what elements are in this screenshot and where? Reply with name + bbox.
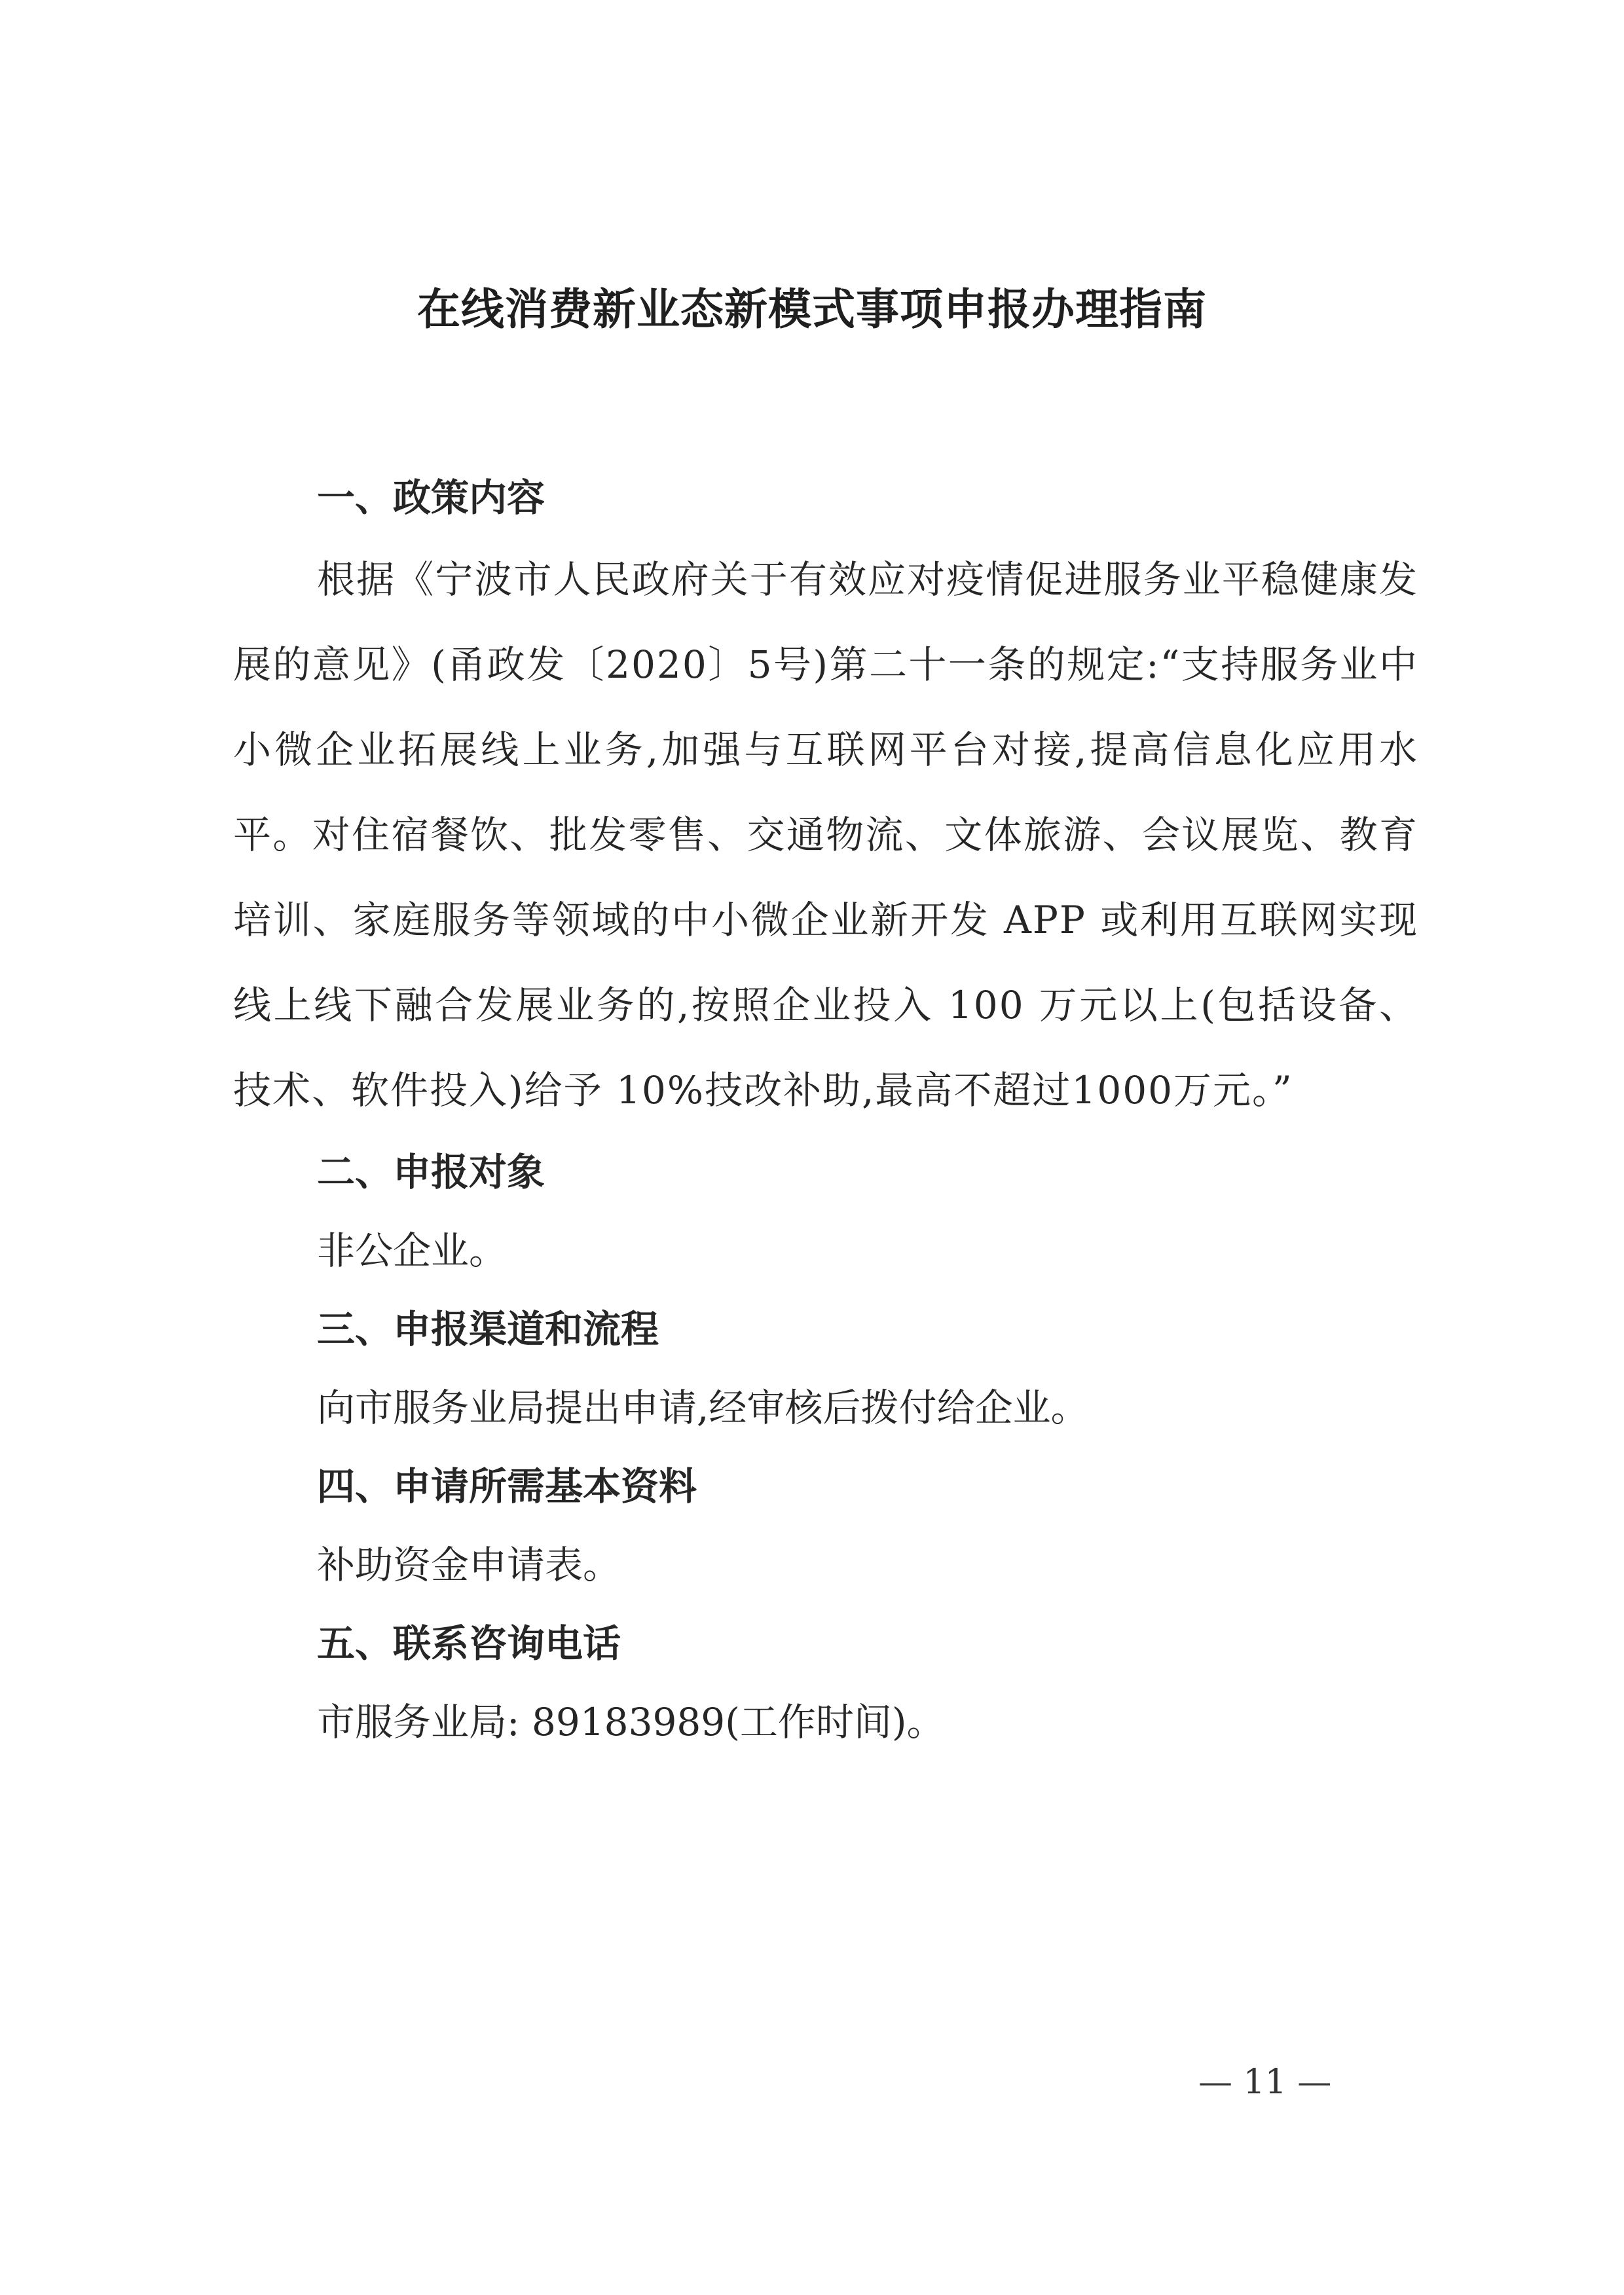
section-required-materials (233, 1447, 1418, 1604)
section-paragraph: 市服务业局: 89183989(工作时间)。 (317, 1700, 945, 1744)
document-title: 在线消费新业态新模式事项申报办理指南 (417, 284, 1207, 335)
section-heading: 五、联系咨询电话 (317, 1621, 621, 1666)
section-channel-process (233, 1290, 1418, 1447)
section-heading: 四、申请所需基本资料 (317, 1464, 697, 1509)
section-heading: 一、政策内容 (317, 475, 545, 520)
section-contact (233, 1604, 1418, 1761)
section-paragraph: 向市服务业局提出申请,经审核后拨付给企业。 (317, 1386, 1089, 1430)
section-heading: 二、申报对象 (317, 1150, 545, 1194)
document-body (233, 458, 1418, 1761)
section-paragraph: 根据《宁波市人民政府关于有效应对疫情促进服务业平稳健康发展的意见》(甬政发〔2020〕5号)第二十一条的规定:“支持服务业中小微企业拓展线上业务,加强与互联网平台对接,提高信息化应用水平。对住宿餐饮、批发零售、交通物流、文体旅游、会议展览、教育培训、家庭服务等领域的中小微企业新开发 APP 或利用互联网实现线上线下融合发展业务的,按照企业投入 100 万元以上(包括设备、技术、软件投入)给予 10%技改补助,最高不超过1000万元。” (233, 557, 1418, 1112)
section-applicants (233, 1133, 1418, 1290)
section-heading: 三、申报渠道和流程 (317, 1307, 659, 1351)
page-number: — 11 — (1198, 2063, 1332, 2102)
section-policy-content (233, 458, 1418, 1133)
section-paragraph: 补助资金申请表。 (317, 1543, 621, 1587)
section-paragraph: 非公企业。 (317, 1228, 507, 1273)
